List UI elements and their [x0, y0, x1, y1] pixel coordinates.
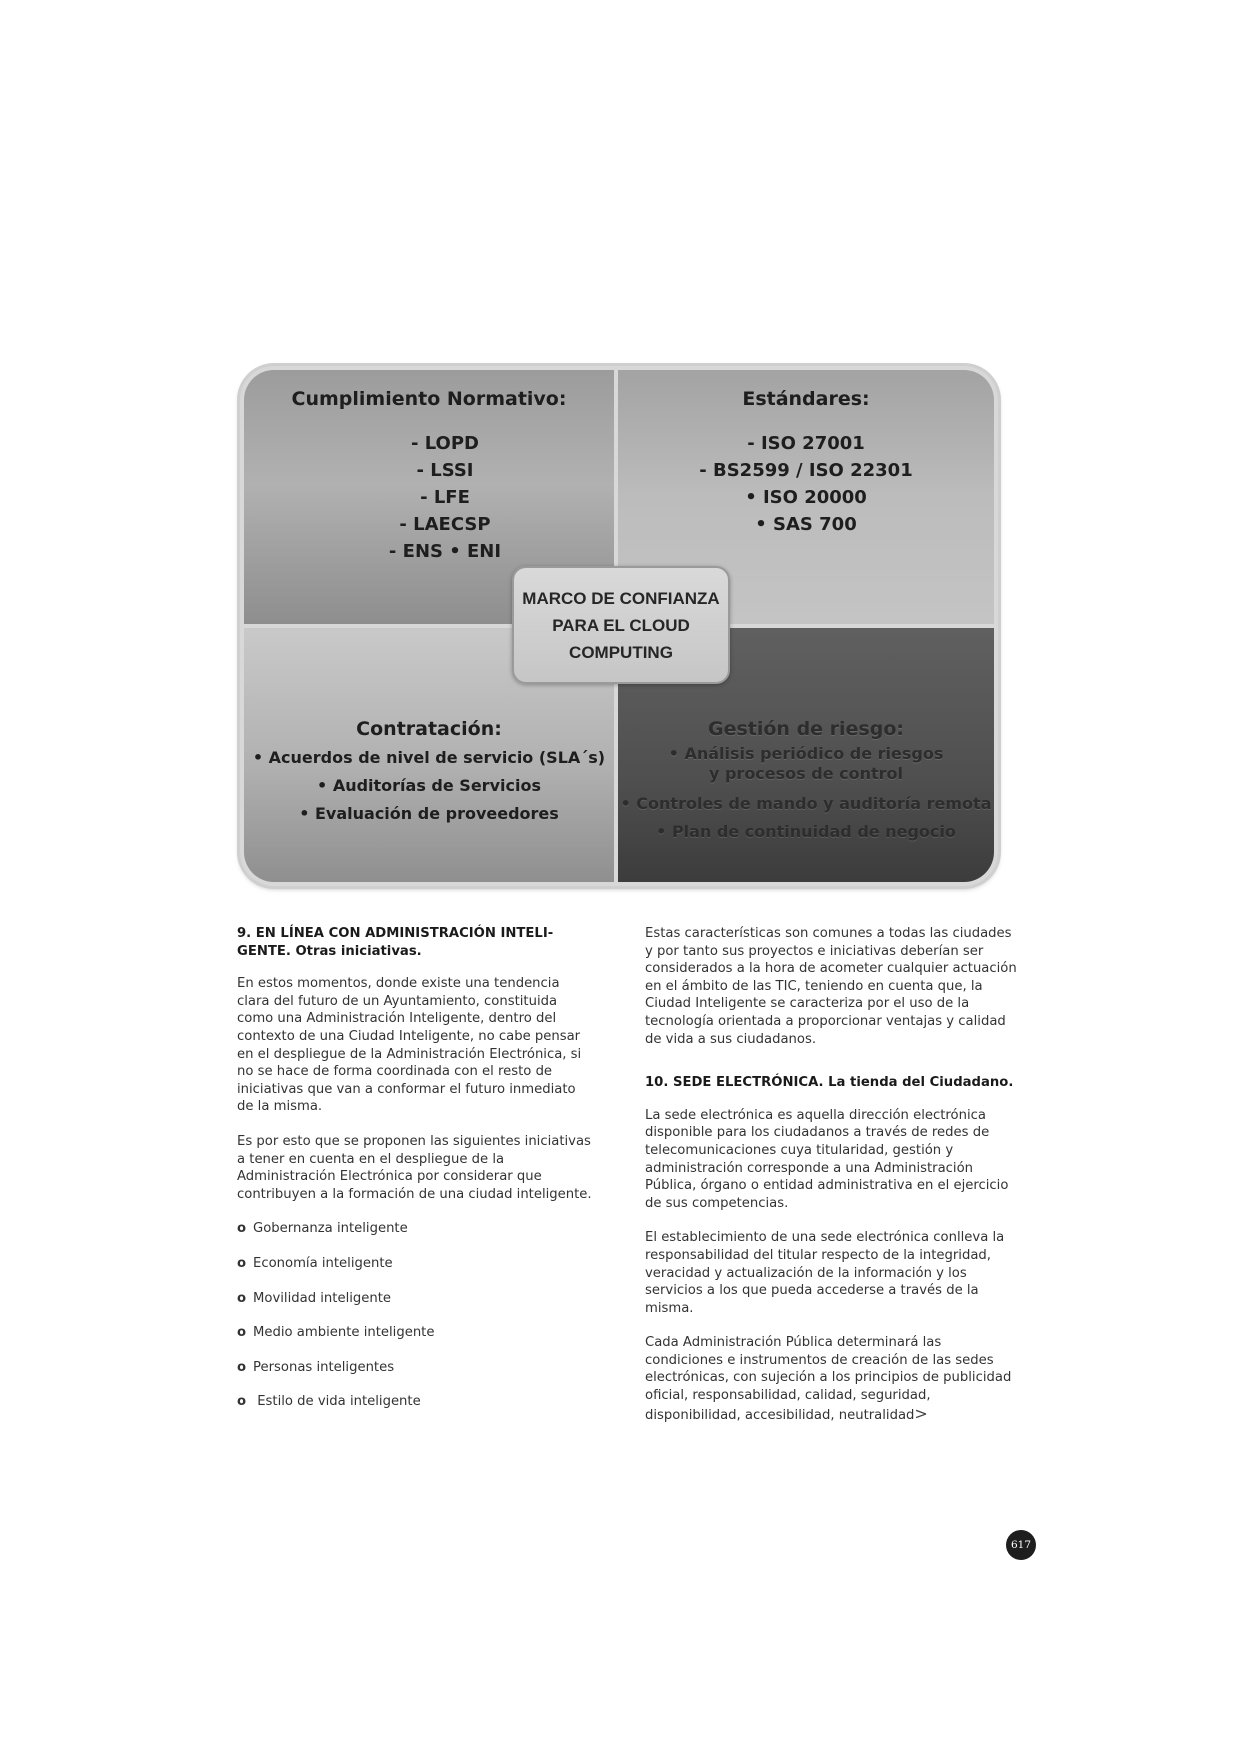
- risk-item: • Controles de mando y auditoría remota: [620, 794, 992, 813]
- compliance-item: - LAECSP: [399, 514, 491, 535]
- bullet-mark: o: [237, 1290, 247, 1306]
- compliance-item: - LOPD: [410, 433, 479, 454]
- paragraph-text: Cada Administración Pública determinará las condiciones e instrumentos de creación de las sedes electrónicas, con sujeción a los principios de publicidad oficial, responsabilidad, calidad, seguridad, disponibilidad, accesibilidad, neutralidad: [645, 1335, 1012, 1423]
- bullet-mark: o: [237, 1221, 247, 1237]
- compliance-item: - ENS • ENI: [388, 541, 502, 562]
- contracting-item: • Auditorías de Servicios: [317, 776, 541, 795]
- contracting-title: Contratación:: [356, 718, 502, 740]
- paragraph: En estos momentos, donde existe una tendencia clara del futuro de un Ayuntamiento, constituida como una Administración Inteligente, dentro del contexto de una Ciudad Inteligente, no cabe pensar en el despliegue de la Administración Electrónica, si no se hace de forma coordinada con el resto de iniciativas que van a conformar el futuro inmediato de la misma.: [237, 976, 582, 1115]
- standards-item: • SAS 700: [755, 514, 857, 535]
- paragraph: [645, 1334, 1017, 1424]
- list-item: [237, 1393, 592, 1411]
- bullet-mark: o: [237, 1359, 247, 1375]
- section-10-heading: 10. SEDE ELECTRÓNICA. La tienda del Ciudadano.: [645, 1075, 1014, 1091]
- continue-arrow-icon: >: [914, 1403, 928, 1423]
- risk-title: Gestión de riesgo:: [707, 718, 904, 740]
- page-number: 617: [1006, 1530, 1036, 1560]
- compliance-item: - LFE: [420, 487, 470, 508]
- list-item-text: Gobernanza inteligente: [253, 1221, 408, 1237]
- center-label-box: [512, 566, 730, 684]
- list-item: [237, 1220, 592, 1238]
- bullet-mark: o: [237, 1394, 247, 1410]
- trust-framework-diagram: [240, 366, 998, 886]
- center-label: MARCO DE CONFIANZA PARA EL CLOUD COMPUTING: [522, 588, 720, 662]
- bullet-mark: o: [237, 1255, 247, 1271]
- compliance-title: Cumplimiento Normativo:: [291, 388, 567, 410]
- risk-item: • Análisis periódico de riesgos y procesos de control: [668, 744, 944, 783]
- right-column: [645, 925, 1017, 1441]
- section-9-heading: 9. EN LÍNEA CON ADMINISTRACIÓN INTELI- GENTE. Otras iniciativas.: [237, 926, 554, 959]
- list-item-text: Movilidad inteligente: [253, 1290, 392, 1306]
- list-item: [237, 1255, 592, 1273]
- paragraph: La sede electrónica es aquella dirección electrónica disponible para los ciudadanos a través de redes de telecomunicaciones cuya titularidad, gestión y administración corresponde a una Administración Pública, órgano o entidad administrativa en el ejercicio de sus competencias.: [645, 1107, 1009, 1211]
- list-item-text: Economía inteligente: [253, 1255, 393, 1271]
- risk-item: • Plan de continuidad de negocio: [656, 822, 956, 841]
- standards-item: - ISO 27001: [747, 433, 865, 454]
- standards-title: Estándares:: [742, 388, 870, 410]
- list-item: [237, 1290, 592, 1308]
- list-item: [237, 1359, 592, 1377]
- left-column: [237, 925, 592, 1428]
- contracting-item: • Acuerdos de nivel de servicio (SLA´s): [252, 748, 606, 767]
- contracting-item: • Evaluación de proveedores: [299, 804, 559, 823]
- list-item-text: Medio ambiente inteligente: [253, 1325, 435, 1341]
- paragraph: Estas características son comunes a todas las ciudades y por tanto sus proyectos e iniciativas deberían ser considerados a la hora de acometer cualquier actuación en el ámbito de las TIC, teniendo en cuenta que, la Ciudad Inteligente se caracteriza por el uso de la tecnología orientada a proporcionar ventajas y calidad de vida a sus ciudadanos.: [645, 926, 1017, 1047]
- paragraph: Es por esto que se proponen las siguientes iniciativas a tener en cuenta en el despliegue de la Administración Electrónica por considerar que contribuyen a la formación de una ciudad inteligente.: [237, 1133, 592, 1202]
- list-item-text: Estilo de vida inteligente: [253, 1394, 421, 1410]
- bullet-mark: o: [237, 1325, 247, 1341]
- standards-item: • ISO 20000: [745, 487, 867, 508]
- paragraph: El establecimiento de una sede electrónica conlleva la responsabilidad del titular respecto de la integridad, veracidad y actualización de la información y los servicios a los que pueda accederse a través de la misma.: [645, 1230, 1005, 1316]
- compliance-item: - LSSI: [416, 460, 474, 481]
- standards-item: - BS2599 / ISO 22301: [699, 460, 913, 481]
- list-item-text: Personas inteligentes: [253, 1359, 395, 1375]
- list-item: [237, 1324, 592, 1342]
